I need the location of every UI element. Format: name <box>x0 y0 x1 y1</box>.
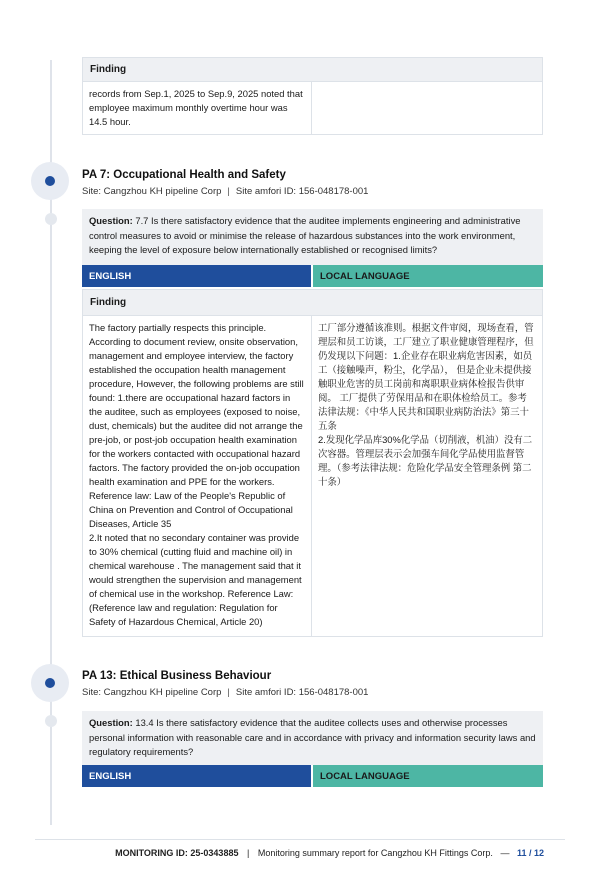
question-box-pa7 <box>82 209 543 265</box>
finding-english-text: records from Sep.1, 2025 to Sep.9, 2025 noted that employee maximum monthly overtime hour was 14.5 hour. <box>83 82 312 134</box>
question-label: Question: <box>89 215 133 226</box>
finding-row <box>83 82 542 134</box>
local-language-column-header: LOCAL LANGUAGE <box>313 765 543 787</box>
finding-table-pa7 <box>82 289 543 637</box>
english-column-header: ENGLISH <box>82 765 311 787</box>
finding-row <box>83 316 542 636</box>
footer-divider <box>35 839 565 840</box>
site-separator: | <box>227 687 230 698</box>
section-pa13-header <box>82 670 543 698</box>
question-text: 13.4 Is there satisfactory evidence that the auditee collects uses and otherwise processes personal information with reasonable care and in accordance with privacy and information security laws and regulatory requirements? <box>89 717 536 757</box>
site-name: Site: Cangzhou KH pipeline Corp <box>82 186 222 197</box>
finding-local-text: 工厂部分遵循该准则。根据文件审阅，现场查看，管理层和员工访谈，工厂建立了职业健康管理程序，但仍发现以下问题：1.企业存在职业病危害因素，如员工（接触噪声，粉尘，化学品）， 但是企业未提供接触职业危害的员工岗前和离职职业病体检报告供审阅。 工厂提供了劳保用品和在职体检给员工。参考法律法规：《中华人民共和国职业病防治法》第三十五条 2.发现化学品库30%化学品（切削液，机油）没有二次容器。管理层表示会加强车间化学品使用监督管理。（参考法律法规：危险化学品安全管理条例 第二十条） <box>318 322 534 487</box>
section-title: PA 7: Occupational Health and Safety <box>82 169 286 181</box>
footer-dash: — <box>500 848 510 858</box>
monitoring-id: MONITORING ID: 25-0343885 <box>115 848 239 858</box>
local-language-column-header: LOCAL LANGUAGE <box>313 265 543 287</box>
finding-local-text <box>312 82 542 134</box>
question-text: 7.7 Is there satisfactory evidence that the auditee implements engineering and administrative control measures to avoid or minimise the release of hazardous substances into the work environment, keeping the level of exposure below internationally established or recognised limits? <box>89 215 521 255</box>
finding-table-continued <box>82 57 543 135</box>
page-number: 11 / 12 <box>516 848 544 858</box>
site-line <box>82 186 543 197</box>
timeline-node <box>45 213 57 225</box>
finding-english-text: The factory partially respects this principle. According to document review, onsite observation, management and employee interview, the factory established the occupation health management procedure, However, the following problems are still found: 1.there are occupational hazard factors in the auditee, such as employees (exposed to noise, dust, chemicals) but the auditee did not arrange the pre-job, or post-job occupation health examination for the workers contacted with occupational hazard factors. The factory provided the on-job occupation health examination and PPE for the workers. Reference law: Law of the People's Republic of China on Prevention and Control of Occupational Diseases, Article 35 2.It noted that no secondary container was provide to 30% chemical (cutting fluid and machine oil) in chemical warehouse . The management said that it would strengthen the supervision and management of chemical use in the workshop. Reference Law: (Reference law and regulation: Regulation for Safety of Hazardous Chemical, Article 20) <box>83 316 312 636</box>
finding-header: Finding <box>83 290 542 316</box>
footer-separator: | <box>246 848 250 858</box>
finding-header: Finding <box>83 58 542 82</box>
question-box-pa13 <box>82 711 543 765</box>
language-bar-pa7 <box>82 265 543 287</box>
section-title: PA 13: Ethical Business Behaviour <box>82 670 272 682</box>
section-pa7-header <box>82 169 543 197</box>
site-name: Site: Cangzhou KH pipeline Corp <box>82 687 222 698</box>
site-id: Site amfori ID: 156-048178-001 <box>235 186 369 197</box>
section-marker-pa7 <box>31 162 69 200</box>
site-separator: | <box>227 186 230 197</box>
site-id: Site amfori ID: 156-048178-001 <box>235 687 369 698</box>
question-label: Question: <box>89 717 133 728</box>
timeline-node <box>45 715 57 727</box>
report-title: Monitoring summary report for Cangzhou KH Fittings Corp. <box>257 848 493 858</box>
language-bar-pa13 <box>82 765 543 787</box>
english-column-header: ENGLISH <box>82 265 311 287</box>
site-line <box>82 687 543 698</box>
section-marker-pa13 <box>31 664 69 702</box>
page-footer <box>115 848 544 858</box>
